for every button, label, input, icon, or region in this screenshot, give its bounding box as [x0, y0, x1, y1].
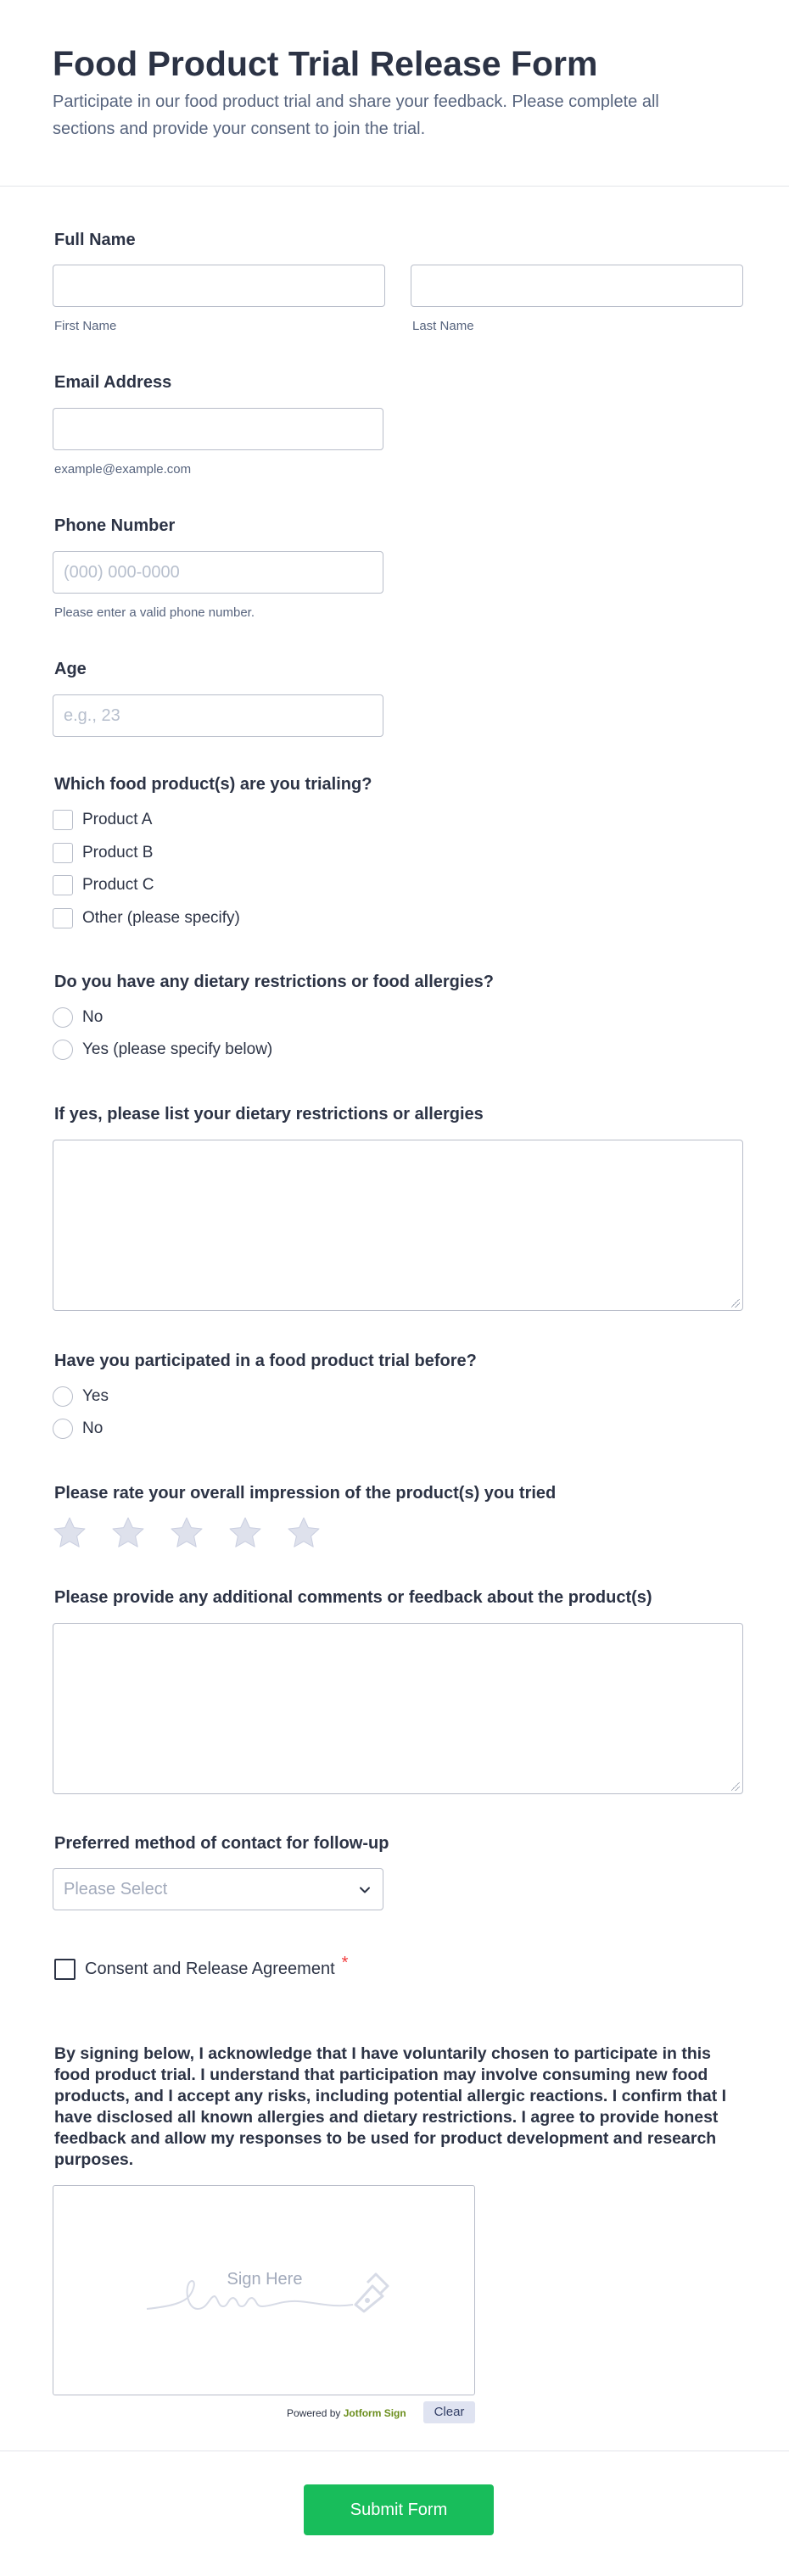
- product-c-option[interactable]: [53, 875, 154, 895]
- dietary-details-textarea[interactable]: [53, 1140, 743, 1311]
- product-other-option[interactable]: [53, 908, 240, 928]
- option-label: Product B: [82, 844, 154, 861]
- option-label: Product A: [82, 811, 153, 828]
- signature-pad[interactable]: [53, 2185, 475, 2395]
- consent-checkbox[interactable]: [54, 1959, 76, 1980]
- powered-by-text: Powered by: [287, 2407, 341, 2419]
- prior-trial-yes-option[interactable]: [53, 1386, 109, 1407]
- full-name-label: Full Name: [54, 231, 136, 249]
- contact-selected-value: Please Select: [64, 1880, 168, 1899]
- checkbox[interactable]: [53, 843, 73, 863]
- form-header: [0, 0, 789, 187]
- email-label: Email Address: [54, 373, 172, 392]
- resize-grip-icon[interactable]: [731, 1299, 740, 1308]
- rating-label: Please rate your overall impression of the product(s) you tried: [54, 1484, 557, 1503]
- resize-grip-icon[interactable]: [731, 1782, 740, 1791]
- age-input[interactable]: e.g., 23: [53, 694, 383, 737]
- option-label: Yes: [82, 1387, 109, 1405]
- jotform-sign-brand: Jotform Sign: [343, 2407, 406, 2419]
- signature-placeholder: Sign Here: [227, 2270, 303, 2289]
- option-label: Other (please specify): [82, 909, 240, 927]
- checkbox[interactable]: [53, 875, 73, 895]
- first-name-sublabel: First Name: [54, 319, 117, 333]
- star-icon[interactable]: [53, 1516, 87, 1550]
- contact-select[interactable]: [53, 1868, 383, 1910]
- dietary-details-label: If yes, please list your dietary restrictions or allergies: [54, 1105, 484, 1124]
- option-label: No: [82, 1008, 104, 1026]
- radio[interactable]: [53, 1419, 73, 1439]
- phone-sublabel: Please enter a valid phone number.: [54, 605, 255, 620]
- option-label: Product C: [82, 876, 154, 894]
- star-icon[interactable]: [170, 1516, 204, 1550]
- radio[interactable]: [53, 1040, 73, 1060]
- last-name-input[interactable]: [411, 265, 743, 307]
- prior-trial-no-option[interactable]: [53, 1419, 103, 1439]
- product-a-option[interactable]: [53, 810, 152, 830]
- required-mark: *: [341, 1954, 349, 1972]
- submit-button[interactable]: Submit Form: [304, 2484, 494, 2535]
- email-input[interactable]: [53, 408, 383, 450]
- last-name-sublabel: Last Name: [412, 319, 474, 333]
- form-subtitle: Participate in our food product trial and share your feedback. Please complete all sections and provide your consent to join the trial.: [53, 92, 659, 138]
- star-icon[interactable]: [111, 1516, 145, 1550]
- option-label: Yes (please specify below): [82, 1040, 273, 1058]
- dietary-label: Do you have any dietary restrictions or food allergies?: [54, 973, 494, 991]
- dietary-yes-option[interactable]: [53, 1040, 272, 1060]
- form-title: Food Product Trial Release Form: [53, 44, 598, 83]
- comments-label: Please provide any additional comments or feedback about the product(s): [54, 1588, 652, 1607]
- clear-signature-button[interactable]: Clear: [423, 2401, 475, 2423]
- radio[interactable]: [53, 1386, 73, 1407]
- star-icon[interactable]: [228, 1516, 262, 1550]
- phone-label: Phone Number: [54, 516, 176, 535]
- option-label: No: [82, 1419, 104, 1437]
- dietary-no-option[interactable]: [53, 1007, 103, 1028]
- prior-trial-label: Have you participated in a food product trial before?: [54, 1352, 477, 1370]
- first-name-input[interactable]: [53, 265, 385, 307]
- signature-statement: By signing below, I acknowledge that I have voluntarily chosen to participate in this food product trial. I understand that participation may involve consuming new food products, and I accept any risks, including potential allergic reactions. I confirm that I have disclosed all known allergies and dietary restrictions. I agree to provide honest feedback and allow my responses to be used for product development and research purposes.: [54, 2044, 727, 2169]
- chevron-down-icon: [359, 1884, 371, 1896]
- products-label: Which food product(s) are you trialing?: [54, 775, 372, 794]
- consent-label: Consent and Release Agreement: [85, 1960, 335, 1978]
- email-sublabel: example@example.com: [54, 462, 192, 477]
- phone-input[interactable]: (000) 000-0000: [53, 551, 383, 594]
- checkbox[interactable]: [53, 810, 73, 830]
- radio[interactable]: [53, 1007, 73, 1028]
- checkbox[interactable]: [53, 908, 73, 928]
- contact-label: Preferred method of contact for follow-up: [54, 1834, 389, 1853]
- star-icon[interactable]: [287, 1516, 321, 1550]
- comments-textarea[interactable]: [53, 1623, 743, 1794]
- product-b-option[interactable]: [53, 843, 153, 863]
- consent-option[interactable]: [54, 1954, 349, 1980]
- age-label: Age: [54, 660, 87, 678]
- powered-by: [287, 2407, 406, 2419]
